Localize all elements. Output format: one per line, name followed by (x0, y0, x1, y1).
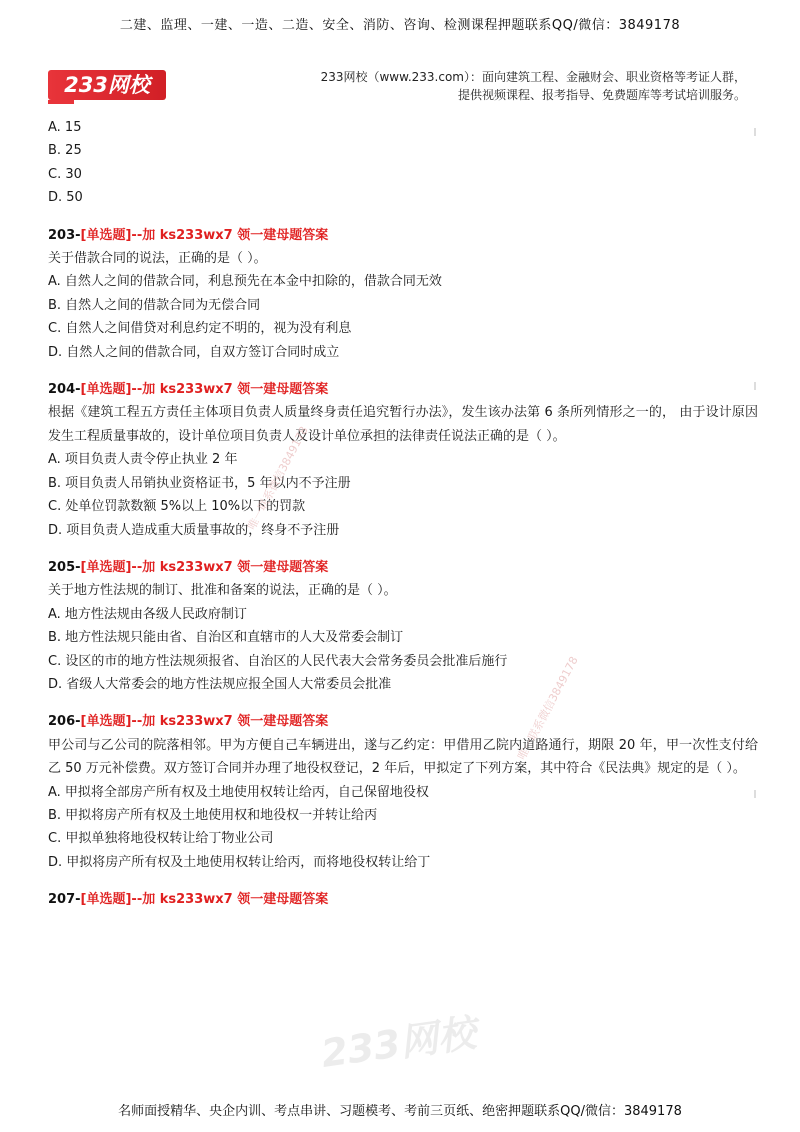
option: A. 甲拟将全部房产所有权及土地使用权转让给丙，自己保留地役权 (48, 784, 429, 800)
option: D. 自然人之间的借款合同，自双方签订合同时成立 (48, 344, 340, 360)
header-desc-line2: 提供视频课程、报考指导、免费题库等考试培训服务。 (457, 88, 746, 102)
option: A. 地方性法规由各级人民政府制订 (48, 606, 247, 622)
question-tag: [单选题]--加 ks233wx7 领一建母题答案 (80, 714, 329, 730)
question-content (48, 116, 758, 912)
question-206 (48, 710, 758, 874)
page-header (48, 66, 752, 110)
question-tag: [单选题]--加 ks233wx7 领一建母题答案 (80, 382, 329, 398)
option: D. 省级人大常委会的地方性法规应报全国人大常委员会批准 (48, 676, 392, 692)
question-number: 206- (48, 714, 81, 730)
option: B. 地方性法规只能由省、自治区和直辖市的人大及常委会制订 (48, 630, 404, 646)
option: C. 30 (48, 166, 82, 182)
question-heading (48, 378, 758, 401)
page-footer: 名师面授精华、央企内训、考点串讲、习题模考、考前三页纸、绝密押题联系QQ/微信：3849178 (118, 1104, 682, 1119)
option: D. 项目负责人造成重大质量事故的，终身不予注册 (48, 522, 340, 538)
option: A. 15 (48, 120, 82, 135)
question-tag: [单选题]--加 ks233wx7 领一建母题答案 (80, 892, 329, 908)
question-heading (48, 224, 758, 247)
option: B. 25 (48, 143, 82, 159)
option: C. 设区的市的地方性法规须报省、自治区的人民代表大会常务委员会批准后施行 (48, 653, 508, 669)
option: C. 处单位罚款数额 5%以上 10%以下的罚款 (48, 499, 306, 515)
question-heading (48, 556, 758, 579)
watermark-logo: 233网校 (318, 1010, 479, 1076)
logo-underline (48, 100, 74, 104)
question-tag: [单选题]--加 ks233wx7 领一建母题答案 (80, 559, 329, 575)
option: A. 项目负责人责令停止执业 2 年 (48, 452, 238, 468)
option: C. 自然人之间借贷对利息约定不明的，视为没有利息 (48, 321, 352, 337)
top-banner: 二建、监理、一建、一造、二造、安全、消防、咨询、检测课程押题联系QQ/微信：3849178 (119, 18, 681, 33)
question-stem: 甲公司与乙公司的院落相邻。甲为方便自己车辆进出，遂与乙约定：甲借用乙院内道路通行，期限 20 年，甲一次性支付给乙 50 万元补偿费。双方签订合同并办理了地役权登记，2 年后，甲拟定了下列方案，其中符合《民法典》规定的是（ ）。 (48, 737, 758, 777)
option: D. 甲拟将房产所有权及土地使用权转让给丙，而将地役权转让给丁 (48, 854, 431, 870)
question-stem: 关于借款合同的说法，正确的是（ ）。 (48, 251, 267, 267)
header-description (321, 68, 746, 104)
question-204 (48, 378, 758, 542)
question-stem: 根据《建筑工程五方责任主体项目负责人质量终身责任追究暂行办法》，发生该办法第 6 条所列情形之一的， 由于设计原因发生工程质量事故的，设计单位项目负责人及设计单位承担的法律责任说法正确的是（ ）。 (48, 405, 758, 444)
question-207 (48, 888, 758, 911)
watermark-text: 唯一联系微信3849178 (515, 654, 581, 763)
option: D. 50 (48, 190, 83, 206)
question-203 (48, 224, 758, 364)
question-stem: 关于地方性法规的制订、批准和备案的说法，正确的是（ ）。 (48, 583, 397, 599)
question-number: 203- (48, 227, 81, 243)
question-heading (48, 710, 758, 733)
option: C. 甲拟单独将地役权转让给丁物业公司 (48, 831, 274, 847)
question-tag: [单选题]--加 ks233wx7 领一建母题答案 (80, 227, 329, 243)
question-number: 204- (48, 382, 81, 398)
option: B. 甲拟将房产所有权及土地使用权和地役权一并转让给丙 (48, 807, 378, 823)
option: B. 项目负责人吊销执业资格证书，5 年以内不予注册 (48, 475, 351, 491)
option: B. 自然人之间的借款合同为无偿合同 (48, 297, 261, 313)
question-205 (48, 556, 758, 696)
option: A. 自然人之间的借款合同，利息预先在本金中扣除的，借款合同无效 (48, 274, 442, 290)
header-desc-line1: 233网校（www.233.com）：面向建筑工程、金融财会、职业资格等考证人群， (320, 70, 746, 84)
question-heading (48, 888, 758, 911)
question-number: 207- (48, 892, 81, 908)
question-number: 205- (48, 559, 81, 575)
brand-logo: 233网校 (48, 70, 166, 100)
previous-question-options (48, 116, 758, 210)
watermark-text: 唯一联系微信3849178 (245, 424, 311, 533)
